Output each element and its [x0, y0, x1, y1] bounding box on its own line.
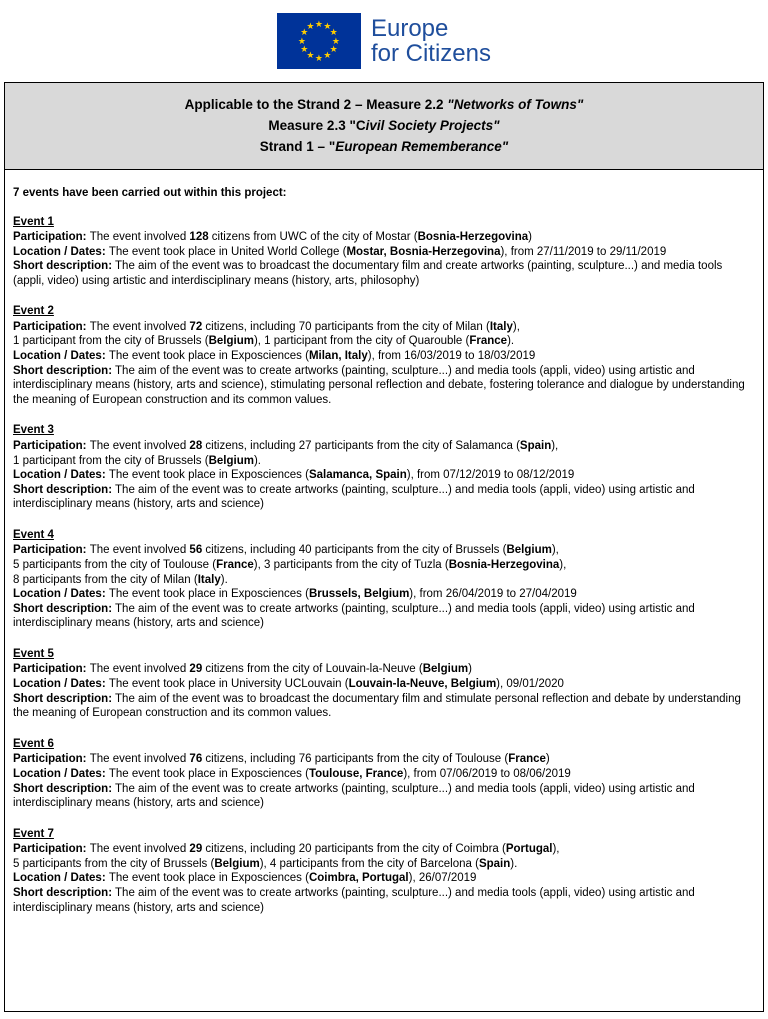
eu-star-icon: ★ [329, 27, 338, 37]
logo-text [371, 16, 491, 66]
short-description-label: Short description: [13, 782, 113, 795]
body-block [5, 170, 763, 937]
short-description-label: Short description: [13, 887, 113, 899]
event-participation: Participation: The event involved 72 citizens, including 70 participants from the city of Milan (Italy), 1 participant from the city of Brussels (Belgium), 1 participant from the city of Quarouble (France). [13, 320, 520, 348]
location-dates-label: Location / Dates: [13, 469, 109, 482]
title-line-3-plain: Strand 1 – " [259, 139, 336, 154]
title-line-1-plain: Applicable to the Strand 2 – Measure 2.2 [184, 97, 448, 112]
event-short-description: Short description: The aim of the event was to create artworks (painting, sculpture...) and media tools (appli, video) using artistic and interdisciplinary means (history, arts and science), stimulating personal reflection and debate, fostering tolerance and dialogue by understanding the meaning of European construction and its common values. [13, 364, 745, 406]
eu-flag-icon [277, 13, 361, 69]
event-location-dates: Location / Dates: The event took place in Exposciences (Salamanca, Spain), from 07/12/2019 to 08/12/2019 [13, 469, 575, 482]
event-location-dates: Location / Dates: The event took place in Exposciences (Milan, Italy), from 16/03/2019 to 18/03/2019 [13, 350, 536, 363]
europe-for-citizens-logo [277, 13, 491, 69]
eu-star-icon: ★ [300, 44, 309, 54]
document-frame [4, 82, 764, 1012]
event-location-dates: Location / Dates: The event took place in Exposciences (Toulouse, France), from 07/06/2019 to 08/06/2019 [13, 767, 571, 780]
event-block [13, 528, 755, 631]
logo-line-2: for Citizens [370, 40, 492, 67]
short-description-label: Short description: [13, 260, 113, 273]
title-line-1-italic: "Networks of Towns" [447, 97, 584, 112]
location-dates-label: Location / Dates: [13, 588, 109, 601]
event-location-dates: Location / Dates: The event took place in University UCLouvain (Louvain-la-Neuve, Belgium), 09/01/2020 [13, 678, 564, 691]
event-location-dates: Location / Dates: The event took place in Exposciences (Brussels, Belgium), from 26/04/2019 to 27/04/2019 [13, 588, 577, 601]
participation-label: Participation: [13, 753, 90, 766]
title-line-3-italic: European Rememberance" [335, 139, 509, 154]
event-title: Event 1 [13, 215, 54, 228]
eu-star-icon: ★ [323, 50, 332, 61]
event-block [13, 423, 755, 511]
event-participation: Participation: The event involved 29 citizens, including 20 participants from the city of Coimbra (Portugal), 5 participants from the city of Brussels (Belgium), 4 participants from the city of Barcelona (Spain). [13, 843, 560, 870]
event-short-description: Short description: The aim of the event was to create artworks (painting, sculpture...) and media tools (appli, video) using artistic and interdisciplinary means (history, arts and science) [13, 887, 695, 914]
eu-star-icon: ★ [297, 35, 306, 46]
location-dates-label: Location / Dates: [13, 245, 109, 258]
event-short-description: Short description: The aim of the event was to broadcast the documentary film and create artworks (painting, sculpture...) and media tools (appli, video) using artistic and interdisciplinary means (history, arts, philosophy) [13, 260, 723, 287]
location-dates-label: Location / Dates: [13, 350, 109, 363]
title-block [5, 83, 763, 170]
location-dates-label: Location / Dates: [13, 767, 109, 780]
event-short-description: Short description: The aim of the event was to create artworks (painting, sculpture...) and media tools (appli, video) using artistic and interdisciplinary means (history, arts and science) [13, 602, 695, 630]
event-participation: Participation: The event involved 56 citizens, including 40 participants from the city of Brussels (Belgium), 5 participants from the city of Toulouse (France), 3 participants from the city of Tuzla (Bosnia-Herzegovina), 8 participants from the city of Milan (Italy). [13, 544, 567, 586]
logo-area [0, 0, 768, 82]
event-title: Event 2 [13, 305, 54, 318]
event-block [13, 647, 755, 721]
participation-label: Participation: [13, 231, 90, 243]
short-description-label: Short description: [13, 692, 113, 705]
event-block [13, 737, 755, 811]
event-location-dates: Location / Dates: The event took place in United World College (Mostar, Bosnia-Herzegovina), from 27/11/2019 to 29/11/2019 [13, 245, 667, 258]
event-title: Event 3 [13, 424, 54, 437]
intro-text: 7 events have been carried out within this project: [13, 187, 287, 199]
short-description-label: Short description: [13, 602, 113, 615]
short-description-label: Short description: [13, 483, 113, 496]
eu-star-icon: ★ [323, 20, 332, 31]
location-dates-label: Location / Dates: [13, 678, 109, 691]
location-dates-label: Location / Dates: [13, 872, 109, 885]
event-block [13, 215, 755, 289]
event-short-description: Short description: The aim of the event was to create artworks (painting, sculpture...) and media tools (appli, video) using artistic and interdisciplinary means (history, arts and science) [13, 483, 695, 511]
event-short-description: Short description: The aim of the event was to broadcast the documentary film and stimulate personal reflection and debate by understanding the meaning of European construction and its common values. [13, 692, 741, 720]
event-title: Event 4 [13, 528, 54, 541]
event-title: Event 5 [13, 647, 54, 660]
logo-line-1: Europe [370, 15, 449, 42]
event-title: Event 7 [13, 827, 54, 840]
events-list [13, 215, 755, 916]
event-block [13, 304, 755, 407]
title-line-2-plain: Measure 2.3 "C [268, 118, 366, 133]
eu-star-icon: ★ [306, 50, 315, 61]
title-line-3 [11, 136, 757, 157]
eu-star-icon: ★ [314, 18, 323, 29]
event-participation: Participation: The event involved 128 citizens from UWC of the city of Mostar (Bosnia-Herzegovina) [13, 231, 532, 243]
participation-label: Participation: [13, 663, 90, 676]
eu-star-icon: ★ [331, 35, 340, 46]
event-participation: Participation: The event involved 28 citizens, including 27 participants from the city of Salamanca (Spain), 1 participant from the city of Brussels (Belgium). [13, 439, 559, 467]
title-line-2-italic: ivil Society Projects" [365, 118, 500, 133]
event-title: Event 6 [13, 737, 54, 750]
event-short-description: Short description: The aim of the event was to create artworks (painting, sculpture...) and media tools (appli, video) using artistic and interdisciplinary means (history, arts and science) [13, 782, 695, 810]
event-participation: Participation: The event involved 76 citizens, including 76 participants from the city of Toulouse (France) [13, 753, 550, 766]
eu-star-icon: ★ [329, 44, 338, 54]
eu-star-icon: ★ [314, 52, 323, 63]
participation-label: Participation: [13, 439, 90, 452]
participation-label: Participation: [13, 544, 90, 557]
participation-label: Participation: [13, 843, 90, 856]
title-line-1 [11, 94, 757, 115]
event-location-dates: Location / Dates: The event took place in Exposciences (Coimbra, Portugal), 26/07/2019 [13, 872, 477, 885]
eu-star-icon: ★ [300, 27, 309, 37]
short-description-label: Short description: [13, 364, 113, 377]
eu-star-icon: ★ [306, 20, 315, 31]
participation-label: Participation: [13, 320, 90, 333]
event-participation: Participation: The event involved 29 citizens from the city of Louvain-la-Neuve (Belgium) [13, 663, 472, 676]
title-line-2 [11, 115, 757, 136]
event-block [13, 827, 755, 915]
